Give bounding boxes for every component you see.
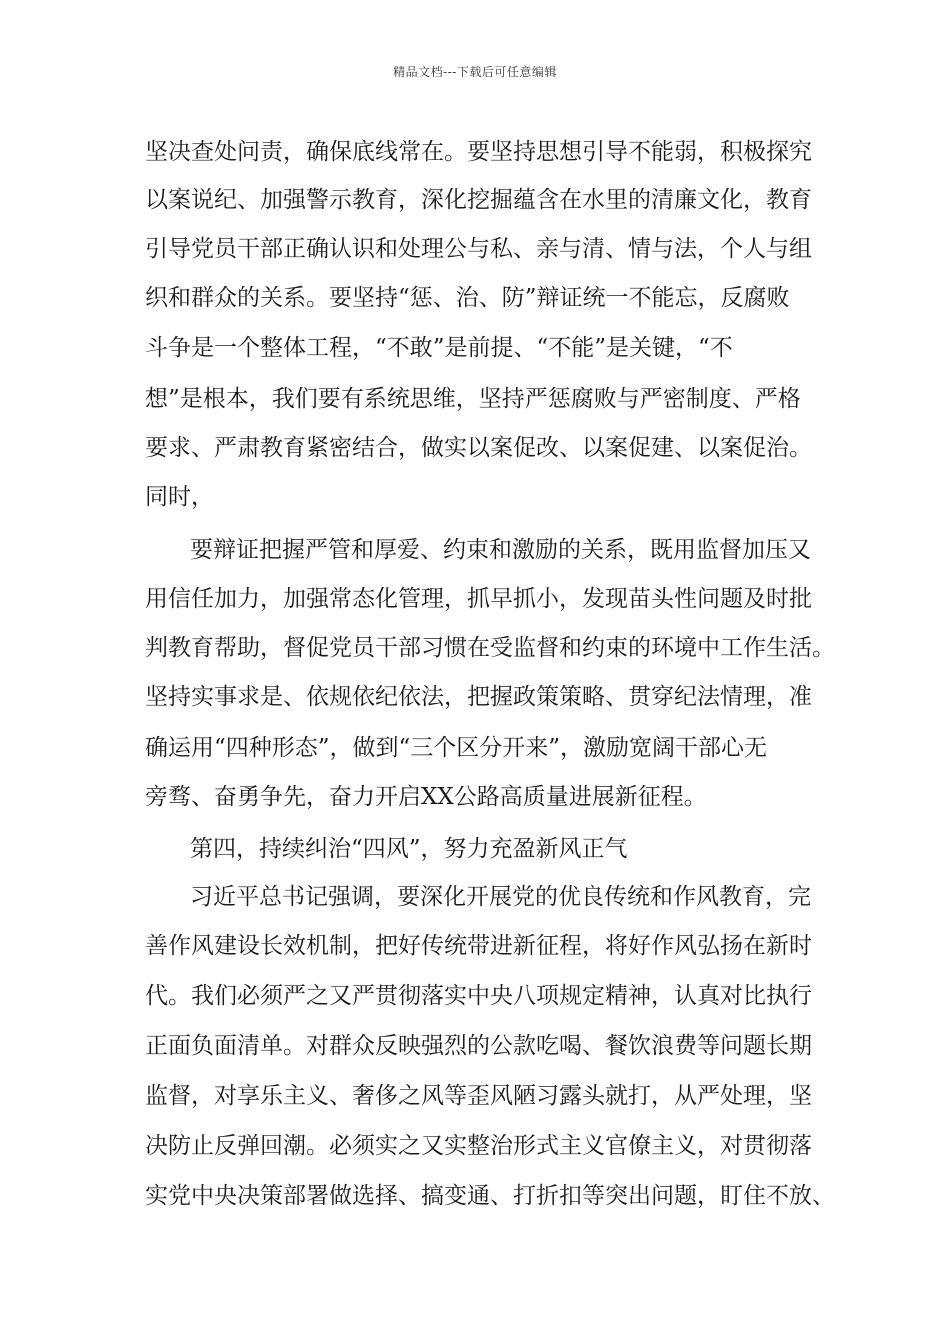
body-line: 善作风建设长效机制，把好传统带进新征程，将好作风弘扬在新时 [145, 933, 812, 959]
body-line: 斗争是一个整体工程，“不敢”是前提、“不能”是关键，“不 [145, 335, 733, 361]
body-line: 实党中央决策部署做选择、搞变通、打折扣等突出问题，盯住不放、 [145, 1183, 835, 1209]
body-line: 确运用“四种形态”，做到“三个区分开来”，激励宽阔干部心无 [145, 735, 768, 761]
body-line: 坚决查处问责，确保底线常在。要坚持思想引导不能弱，积极探究 [145, 139, 812, 165]
body-line: 代。我们必须严之又严贯彻落实中央八项规定精神，认真对比执行 [145, 983, 812, 1009]
paragraph-first-line: 习近平总书记强调，要深化开展党的优良传统和作风教育，完 [190, 884, 811, 910]
section-heading: 第四，持续纠治“四风”，努力充盈新风正气 [190, 836, 628, 862]
body-line: 织和群众的关系。要坚持“惩、治、防”辩证统一不能忘，反腐败 [145, 285, 790, 311]
page-header: 精品文档---下载后可任意编辑 [393, 65, 557, 79]
body-line: 同时， [145, 484, 214, 510]
body-line: 坚持实事求是、依规依纪依法，把握政策策略、贯穿纪法情理，准 [145, 684, 812, 710]
body-line: 判教育帮助，督促党员干部习惯在受监督和约束的环境中工作生活。 [145, 635, 835, 661]
body-line: 正面负面清单。对群众反映强烈的公款吃喝、餐饮浪费等问题长期 [145, 1033, 812, 1059]
paragraph-first-line: 要辩证把握严管和厚爱、约束和激励的关系，既用监督加压又 [190, 537, 811, 563]
body-line: 想”是根本，我们要有系统思维，坚持严惩腐败与严密制度、严格 [145, 386, 801, 412]
body-line: 以案说纪、加强警示教育，深化挖掘蕴含在水里的清廉文化，教育 [145, 187, 812, 213]
body-line: 旁骛、奋勇争先，奋力开启XX公路高质量进展新征程。 [145, 784, 707, 810]
body-line: 用信任加力，加强常态化管理，抓早抓小，发现苗头性问题及时批 [145, 586, 812, 612]
body-line: 要求、严肃教育紧密结合，做实以案促改、以案促建、以案促治。 [145, 435, 812, 461]
body-line: 监督，对享乐主义、奢侈之风等歪风陋习露头就打，从严处理，坚 [145, 1083, 812, 1109]
body-line: 引导党员干部正确认识和处理公与私、亲与清、情与法，个人与组 [145, 236, 812, 262]
body-line: 决防止反弹回潮。必须实之又实整治形式主义官僚主义，对贯彻落 [145, 1133, 812, 1159]
